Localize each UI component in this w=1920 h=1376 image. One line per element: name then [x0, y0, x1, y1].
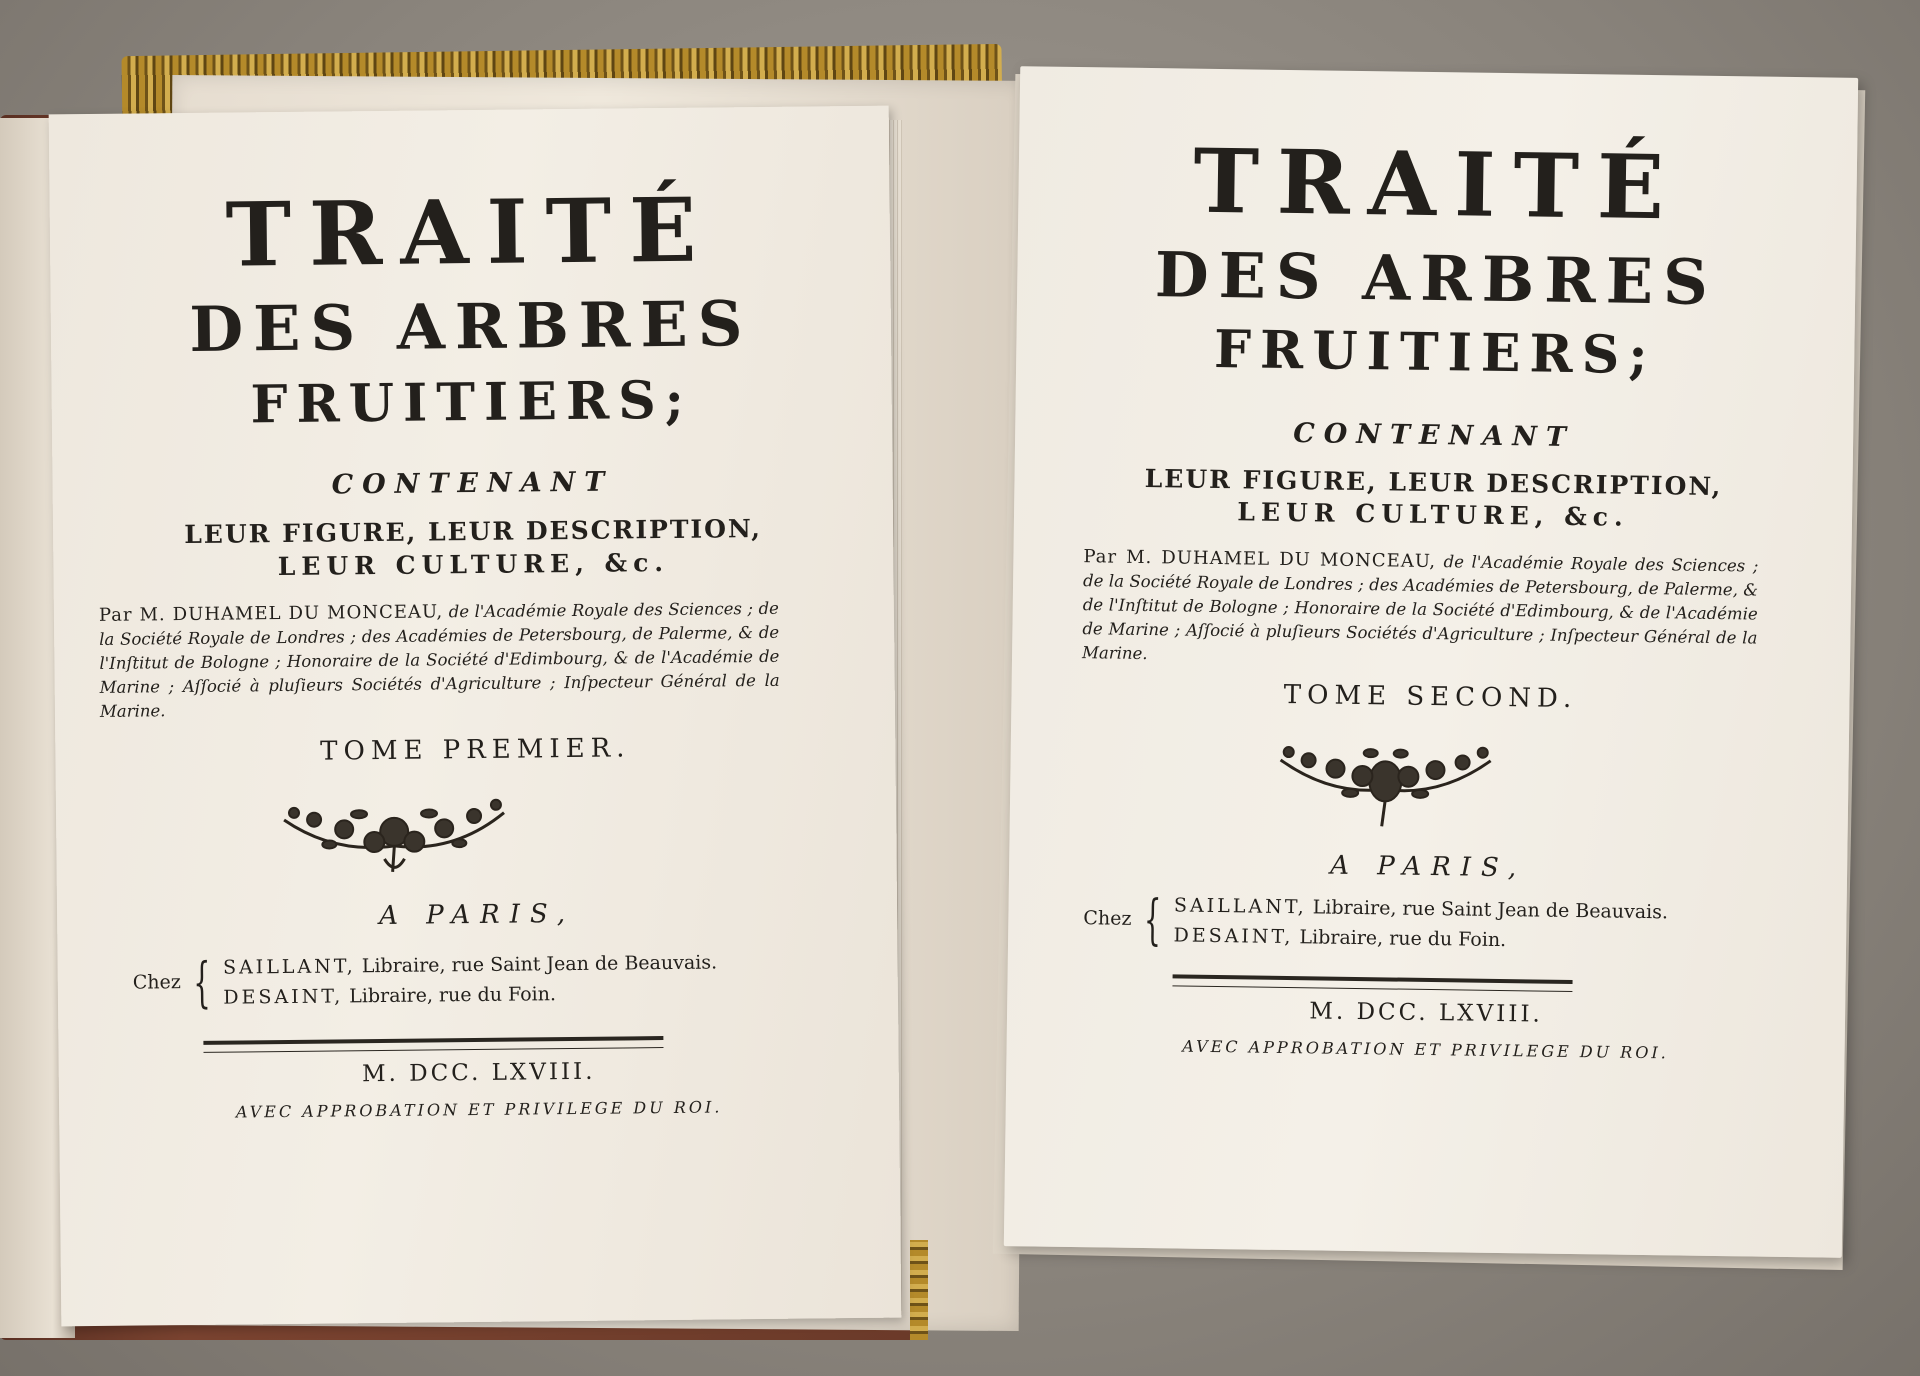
- floral-ornament: [274, 783, 515, 881]
- author-name: Par M. DUHAMEL DU MONCEAU,: [98, 601, 444, 626]
- page-title: TRAITÉ: [225, 177, 715, 287]
- brace-glyph: {: [193, 950, 211, 1014]
- privilege-line: AVEC APPROBATION ET PRIVILEGE DU ROI.: [235, 1097, 723, 1122]
- place-of-publication: A PARIS,: [1329, 850, 1527, 884]
- gilt-page-edge-bottom: [910, 1240, 928, 1340]
- author-paragraph: [1082, 545, 1759, 674]
- publisher-desaint: DESAINT,: [223, 985, 344, 1009]
- subtitle-line-2: FRUITIERS;: [250, 369, 694, 436]
- publisher-desaint-address: Libraire, rue du Foin.: [343, 983, 557, 1008]
- publisher-desaint: DESAINT,: [1173, 924, 1294, 949]
- publication-date: M. DCC. LXVIII.: [1309, 998, 1543, 1028]
- chez-label: Chez: [1083, 907, 1132, 930]
- publication-date: M. DCC. LXVIII.: [361, 1058, 596, 1088]
- privilege-line: AVEC APPROBATION ET PRIVILEGE DU ROI.: [1182, 1036, 1669, 1063]
- publisher-saillant: SAILLANT,: [222, 955, 356, 979]
- publisher-block: [1083, 889, 1784, 959]
- publisher-block: [132, 946, 823, 1013]
- leur-figure-line: LEUR FIGURE, LEUR DESCRIPTION,: [184, 513, 763, 550]
- chez-label: Chez: [132, 971, 181, 994]
- place-of-publication: A PARIS,: [378, 898, 576, 932]
- double-rule: [203, 1036, 663, 1053]
- page-title: TRAITÉ: [1192, 128, 1683, 240]
- leur-figure-line: LEUR FIGURE, LEUR DESCRIPTION,: [1144, 463, 1723, 502]
- title-page-tome-second: [1004, 66, 1858, 1258]
- tome-label: TOME SECOND.: [1283, 679, 1578, 715]
- brace-glyph: {: [1143, 888, 1162, 952]
- contenant-line: CONTENANT: [331, 466, 614, 501]
- subtitle-line-1: DES ARBRES: [1154, 238, 1719, 319]
- leur-culture-line: LEUR CULTURE, &c.: [1237, 497, 1629, 532]
- publisher-saillant-address: Libraire, rue Saint Jean de Beauvais.: [1306, 896, 1669, 924]
- subtitle-line-2: FRUITIERS;: [1213, 318, 1657, 387]
- floral-ornament: [1270, 730, 1501, 833]
- double-rule: [1172, 974, 1572, 992]
- publisher-saillant-address: Libraire, rue Saint Jean de Beauvais.: [355, 951, 718, 978]
- title-page-tome-premier: [49, 106, 902, 1327]
- contenant-line: CONTENANT: [1293, 418, 1576, 453]
- author-paragraph: [99, 597, 780, 724]
- publisher-desaint-address: Libraire, rue du Foin.: [1293, 926, 1507, 952]
- tome-label: TOME PREMIER.: [320, 733, 631, 767]
- publisher-saillant: SAILLANT,: [1173, 894, 1307, 919]
- author-name: Par M. DUHAMEL DU MONCEAU,: [1083, 546, 1437, 573]
- author-affiliations: de l'Académie Royale des Sciences ; de la Société Royale de Londres ; des Académies de Petersbourg, de Palerme, & de l'Inſtitut de Bologne ; Honoraire de la Société d'Edimbourg, & de l'Académie de Marine ; Aſſocié à pluſieurs Sociétés d'Agriculture ; Inſpecteur Général de la Marine.: [1081, 552, 1759, 664]
- author-affiliations: de l'Académie Royale des Sciences ; de la Société Royale de Londres ; des Académies de Petersbourg, de Palerme, & de l'Inſtitut de Bologne ; Honoraire de la Société d'Edimbourg, & de l'Académie de Marine ; Aſſocié à pluſieurs Sociétés d'Agriculture ; Inſpecteur Général de la Marine.: [99, 598, 780, 721]
- subtitle-line-1: DES ARBRES: [189, 287, 753, 366]
- leur-culture-line: LEUR CULTURE, &c.: [277, 547, 670, 582]
